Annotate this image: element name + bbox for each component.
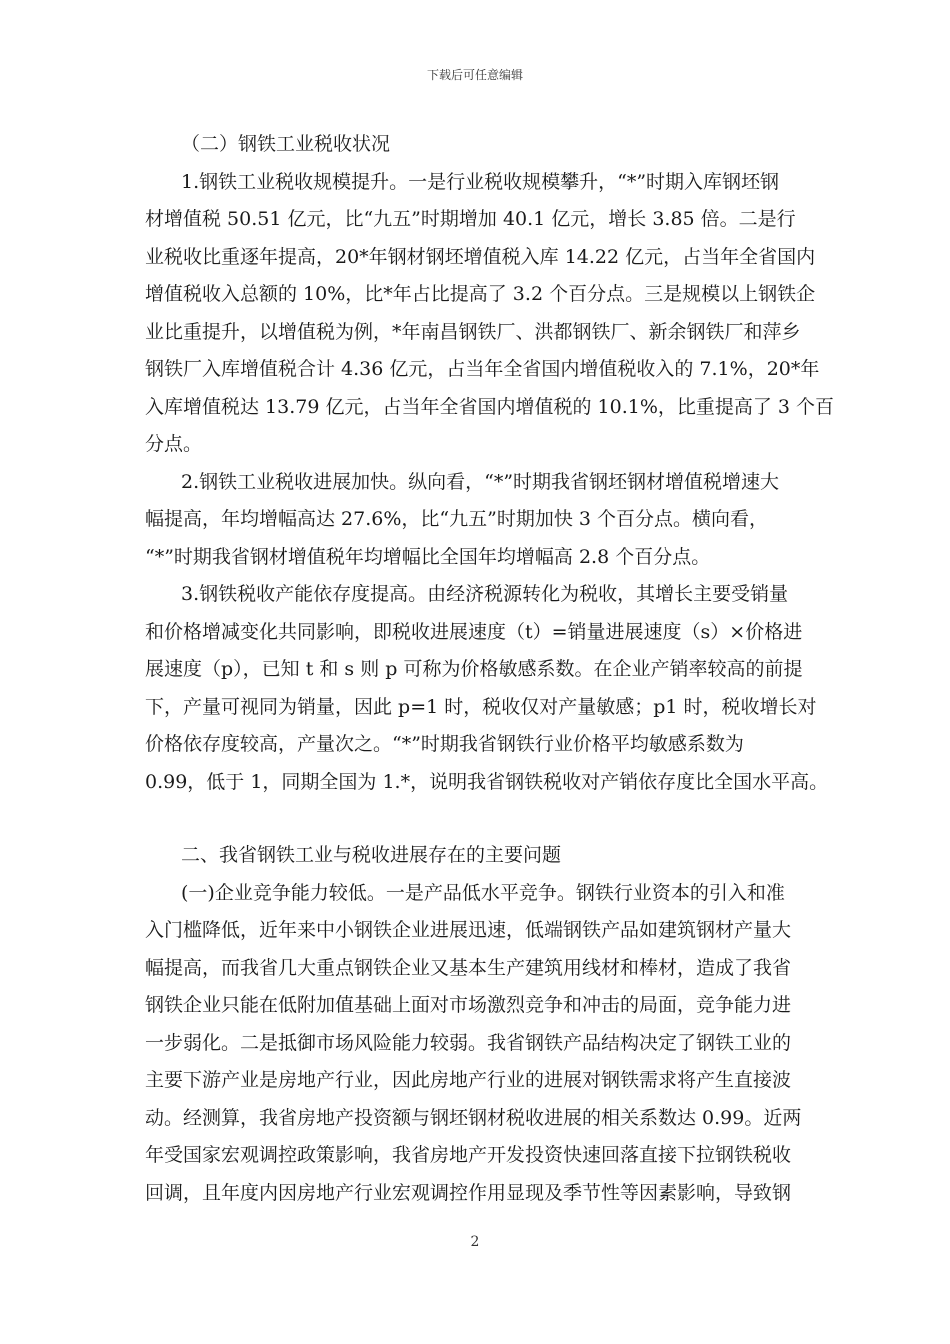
page-header: 下载后可任意编辑: [426, 68, 523, 82]
paragraph-line: 业比重提升，以增值税为例，*年南昌钢铁厂、洪都钢铁厂、新余钢铁厂和萍乡: [145, 320, 801, 343]
paragraph-line: 价格依存度较高，产量次之。“*”时期我省钢铁行业价格平均敏感系数为: [145, 733, 744, 755]
paragraph-line: 材增值税 50.51 亿元，比“九五”时期增加 40.1 亿元，增长 3.85 倍。二是行: [145, 208, 796, 230]
section-spacer: [145, 801, 807, 837]
paragraph-line: 动。经测算，我省房地产投资额与钢坯钢材税收进展的相关系数达 0.99。近两: [145, 1106, 802, 1129]
paragraph-line: 2.钢铁工业税收进展加快。纵向看，“*”时期我省钢坯钢材增值税增速大: [181, 470, 780, 493]
paragraph-line: 一步弱化。二是抵御市场风险能力较弱。我省钢铁产品结构决定了钢铁工业的: [145, 1031, 792, 1054]
paragraph-line: 入门槛降低，近年来中小钢铁企业进展迅速，低端钢铁产品如建筑钢材产量大: [145, 919, 792, 941]
paragraph-line: 3.钢铁税收产能依存度提高。由经济税源转化为税收，其增长主要受销量: [181, 583, 789, 605]
paragraph-line: (一)企业竞争能力较低。一是产品低水平竞争。钢铁行业资本的引入和准: [181, 881, 785, 904]
paragraph-line: 回调，且年度内因房地产行业宏观调控作用显现及季节性等因素影响，导致钢: [145, 1181, 792, 1204]
paragraph-line: “*”时期我省钢材增值税年均增幅比全国年均增幅高 2.8 个百分点。: [145, 545, 711, 568]
paragraph-line: 增值税收入总额的 10%，比*年占比提高了 3.2 个百分点。三是规模以上钢铁企: [145, 283, 816, 305]
section-heading-problems: 二、我省钢铁工业与税收进展存在的主要问题: [181, 844, 562, 866]
document-body: [145, 126, 835, 1212]
paragraph-line: 钢铁企业只能在低附加值基础上面对市场激烈竞争和冲击的局面，竞争能力进: [145, 994, 792, 1016]
paragraph-line: 分点。: [145, 433, 203, 455]
paragraph-line: 入库增值税达 13.79 亿元，占当年全省国内增值税的 10.1%，比重提高了 3 个百: [145, 395, 835, 418]
paragraph-line: 和价格增减变化共同影响，即税收进展速度（t）=销量进展速度（s）×价格进: [145, 620, 803, 643]
paragraph-line: 下，产量可视同为销量，因此 p=1 时，税收仅对产量敏感；p1 时，税收增长对: [145, 695, 817, 718]
paragraph-line: 1.钢铁工业税收规模提升。一是行业税收规模攀升，“*”时期入库钢坯钢: [181, 170, 780, 193]
paragraph-line: 业税收比重逐年提高，20*年钢材钢坯增值税入库 14.22 亿元，占当年全省国内: [145, 245, 816, 268]
paragraph-line: 幅提高，年均增幅高达 27.6%，比“九五”时期加快 3 个百分点。横向看，: [145, 508, 768, 530]
section-heading-steel-tax: （二）钢铁工业税收状况: [181, 133, 391, 155]
paragraph-line: 主要下游产业是房地产行业，因此房地产行业的进展对钢铁需求将产生直接波: [145, 1069, 792, 1091]
paragraph-line: 0.99，低于 1，同期全国为 1.*，说明我省钢铁税收对产销依存度比全国水平高。: [145, 770, 829, 793]
paragraph-line: 展速度（p），已知 t 和 s 则 p 可称为价格敏感系数。在企业产销率较高的前提: [145, 658, 803, 680]
paragraph-line: 幅提高，而我省几大重点钢铁企业又基本生产建筑用线材和棒材，造成了我省: [145, 956, 792, 979]
page-number: 2: [470, 1234, 480, 1250]
paragraph-line: 年受国家宏观调控政策影响，我省房地产开发投资快速回落直接下拉钢铁税收: [145, 1144, 792, 1166]
paragraph-line: 钢铁厂入库增值税合计 4.36 亿元，占当年全省国内增值税收入的 7.1%，20*年: [145, 358, 820, 380]
